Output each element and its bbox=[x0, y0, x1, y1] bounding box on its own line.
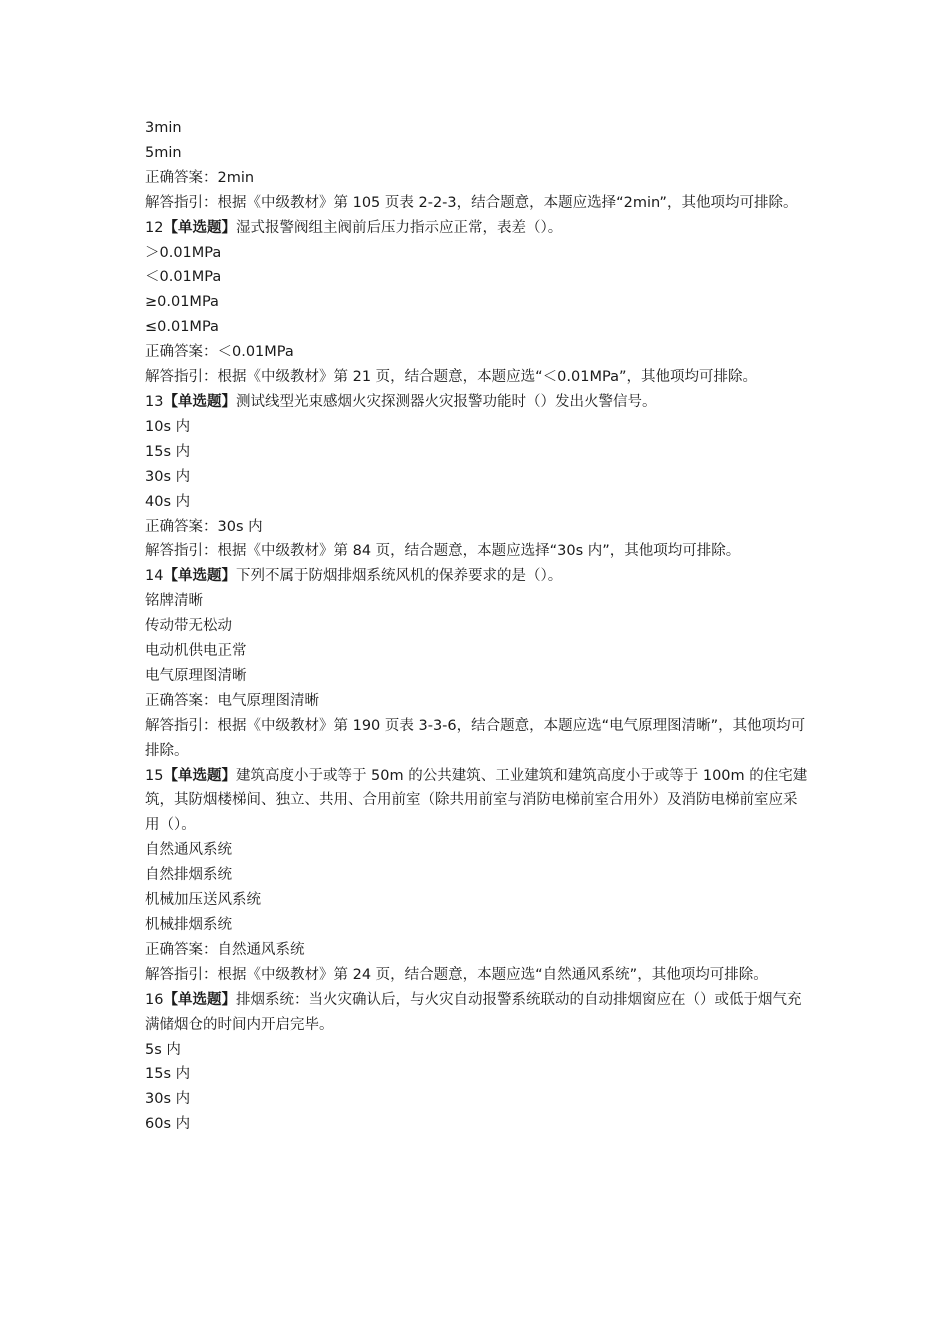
question-stem bbox=[145, 764, 810, 839]
answer-option: ≥0.01MPa bbox=[145, 294, 219, 311]
answer-option: 40s 内 bbox=[145, 493, 191, 510]
question-number: 15 bbox=[145, 767, 164, 784]
question-text: 排烟系统：当火灾确认后，与火灾自动报警系统联动的自动排烟窗应在（）或低于烟气充满储烟仓的时间内开启完毕。 bbox=[145, 991, 802, 1033]
question-text: 湿式报警阀组主阀前后压力指示应正常，表差（）。 bbox=[235, 219, 563, 236]
question-type-tag: 【单选题】 bbox=[163, 219, 236, 236]
answer-option: 机械加压送风系统 bbox=[145, 892, 261, 909]
answer-option: 30s 内 bbox=[145, 1091, 191, 1108]
answer-option: 5min bbox=[145, 144, 182, 161]
question-type-tag: 【单选题】 bbox=[163, 393, 236, 410]
answer-option: 电动机供电正常 bbox=[145, 643, 247, 660]
question-number: 13 bbox=[145, 393, 164, 410]
answer-option: 3min bbox=[145, 120, 182, 136]
answer-option: 自然排烟系统 bbox=[145, 867, 232, 884]
question-type-tag: 【单选题】 bbox=[163, 568, 236, 585]
correct-answer: 正确答案：30s 内 bbox=[145, 518, 263, 535]
question-text: 建筑高度小于或等于 50m 的公共建筑、工业建筑和建筑高度小于或等于 100m 的住宅建筑，其防烟楼梯间、独立、共用、合用前室（除共用前室与消防电梯前室合用外）及消防电梯前室应采用（）。 bbox=[145, 767, 808, 834]
correct-answer: 正确答案：电气原理图清晰 bbox=[145, 692, 319, 709]
answer-option: 15s 内 bbox=[145, 1066, 191, 1083]
correct-answer: 正确答案：自然通风系统 bbox=[145, 941, 305, 958]
answer-option: 机械排烟系统 bbox=[145, 917, 232, 933]
correct-answer: 正确答案：＜0.01MPa bbox=[145, 344, 294, 361]
answer-option: 自然通风系统 bbox=[145, 842, 232, 859]
question-stem bbox=[145, 988, 810, 1038]
answer-explanation: 解答指引：根据《中级教材》第 190 页表 3-3-6，结合题意，本题应选“电气原理图清晰”，其他项均可排除。 bbox=[145, 717, 806, 759]
answer-option: 电气原理图清晰 bbox=[145, 667, 247, 684]
question-number: 16 bbox=[145, 991, 164, 1008]
correct-answer: 正确答案：2min bbox=[145, 169, 255, 186]
question-number: 14 bbox=[145, 568, 164, 585]
answer-option: ＞0.01MPa bbox=[145, 244, 222, 261]
answer-option: 15s 内 bbox=[145, 443, 191, 460]
answer-explanation: 解答指引：根据《中级教材》第 24 页，结合题意，本题应选“自然通风系统”，其他项均可排除。 bbox=[145, 966, 768, 983]
question-stem bbox=[145, 564, 810, 589]
answer-option: ＜0.01MPa bbox=[145, 269, 222, 286]
answer-explanation: 解答指引：根据《中级教材》第 105 页表 2-2-3，结合题意，本题应选择“2min”，其他项均可排除。 bbox=[145, 194, 798, 211]
answer-option: 5s 内 bbox=[145, 1041, 181, 1058]
question-number: 12 bbox=[145, 219, 164, 236]
question-text: 测试线型光束感烟火灾探测器火灾报警功能时（）发出火警信号。 bbox=[235, 393, 657, 410]
answer-option: 传动带无松动 bbox=[145, 618, 232, 635]
question-text: 下列不属于防烟排烟系统风机的保养要求的是（）。 bbox=[235, 568, 563, 585]
question-type-tag: 【单选题】 bbox=[163, 991, 236, 1008]
answer-option: 60s 内 bbox=[145, 1116, 191, 1133]
answer-explanation: 解答指引：根据《中级教材》第 84 页，结合题意，本题应选择“30s 内”，其他项均可排除。 bbox=[145, 543, 741, 560]
answer-explanation: 解答指引：根据《中级教材》第 21 页，结合题意，本题应选“＜0.01MPa”，其他项均可排除。 bbox=[145, 369, 757, 386]
answer-option: 10s 内 bbox=[145, 418, 191, 435]
answer-option: 铭牌清晰 bbox=[145, 593, 203, 610]
question-stem bbox=[145, 390, 810, 415]
answer-option: ≤0.01MPa bbox=[145, 319, 219, 336]
answer-option: 30s 内 bbox=[145, 468, 191, 485]
document-body bbox=[145, 116, 810, 1137]
question-stem bbox=[145, 216, 810, 241]
question-type-tag: 【单选题】 bbox=[163, 767, 236, 784]
